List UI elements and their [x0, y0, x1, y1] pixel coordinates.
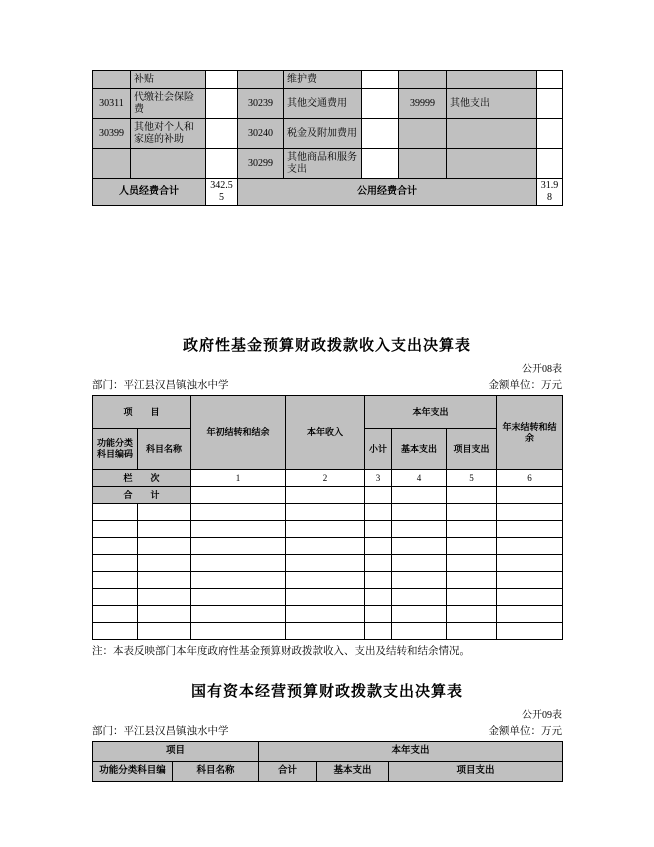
table-row [93, 470, 563, 487]
state-capital-budget-section [92, 683, 562, 782]
table-cell-empty [399, 149, 447, 179]
table09-title: 国有资本经营预算财政拨款支出决算表 [190, 684, 463, 700]
table-cell-empty [365, 572, 392, 589]
table-cell: 其他支出 [447, 89, 537, 119]
table-cell-empty [191, 589, 286, 606]
table-cell-empty [447, 521, 497, 538]
table-cell-empty [286, 538, 365, 555]
table-cell: 1 [191, 470, 286, 487]
table-cell: 5 [447, 470, 497, 487]
table-row [93, 742, 563, 762]
table-cell-empty [365, 623, 392, 640]
table-cell-empty [497, 487, 563, 504]
table-cell-empty [537, 71, 563, 89]
table-row [93, 589, 563, 606]
table-cell-empty [365, 504, 392, 521]
table-cell: 科目名称 [138, 429, 191, 470]
table-cell-empty [392, 589, 447, 606]
table-cell-empty [93, 538, 138, 555]
table-cell-empty [138, 589, 191, 606]
table-row [93, 623, 563, 640]
table-cell-empty [447, 487, 497, 504]
table-cell-empty [497, 555, 563, 572]
table-cell: 科目名称 [173, 762, 259, 782]
table-cell-empty [447, 149, 537, 179]
public-expense-total-value: 31.98 [537, 179, 563, 206]
table-cell: 功能分类科目编码 [93, 429, 138, 470]
table-cell-empty [362, 71, 399, 89]
table-row [93, 606, 563, 623]
table-cell-empty [392, 538, 447, 555]
table-row [93, 396, 563, 429]
table-cell-empty [497, 606, 563, 623]
table-cell: 6 [497, 470, 563, 487]
table08-number: 公开08表 [522, 364, 562, 375]
table-cell-empty [286, 521, 365, 538]
table-cell-empty [447, 606, 497, 623]
table-cell: 年初结转和结余 [191, 396, 286, 470]
table-cell: 2 [286, 470, 365, 487]
table-cell-empty [286, 572, 365, 589]
table-cell-empty [447, 623, 497, 640]
table-cell-empty [497, 572, 563, 589]
table-cell-empty [497, 623, 563, 640]
table-cell-empty [365, 521, 392, 538]
table-cell: 项目支出 [447, 429, 497, 470]
table-cell-empty [537, 119, 563, 149]
table-cell-empty [93, 589, 138, 606]
table-cell-empty [362, 149, 399, 179]
table-cell-empty [447, 589, 497, 606]
table-cell-empty [93, 572, 138, 589]
table-cell: 30399 [93, 119, 131, 149]
gov-fund-budget-section [92, 337, 562, 659]
table-cell: 30311 [93, 89, 131, 119]
table-row [93, 555, 563, 572]
table-cell: 本年支出 [259, 742, 563, 762]
table-cell-empty [93, 71, 131, 89]
table-cell-empty [497, 521, 563, 538]
table08-department: 部门：平江县汉昌镇浊水中学 [92, 380, 229, 391]
table-cell-empty [238, 71, 284, 89]
table-cell: 39999 [399, 89, 447, 119]
table-cell: 基本支出 [392, 429, 447, 470]
table-cell-empty [537, 89, 563, 119]
state-capital-budget-table [92, 741, 563, 782]
table-cell: 栏 次 [93, 470, 191, 487]
table-cell: 30240 [238, 119, 284, 149]
table-cell-empty [206, 89, 238, 119]
table-cell-empty [191, 623, 286, 640]
table-cell-empty [93, 149, 131, 179]
personnel-expense-total-value: 342.55 [206, 179, 238, 206]
table-cell-empty [206, 119, 238, 149]
table-cell: 3 [365, 470, 392, 487]
table-cell-empty [365, 487, 392, 504]
table-row [93, 71, 563, 89]
table08-unit: 金额单位：万元 [488, 380, 562, 391]
table-cell-empty [392, 606, 447, 623]
table-cell: 合计 [259, 762, 317, 782]
table-cell: 30299 [238, 149, 284, 179]
table-cell-empty [131, 149, 206, 179]
table-cell-empty [447, 119, 537, 149]
table-cell: 4 [392, 470, 447, 487]
table09-number: 公开09表 [522, 710, 562, 721]
table-cell: 项目支出 [389, 762, 563, 782]
table-cell-empty [93, 521, 138, 538]
table-cell-empty [191, 606, 286, 623]
table-cell-empty [93, 606, 138, 623]
table-row [93, 487, 563, 504]
expense-detail-continuation-table [92, 70, 563, 206]
table09-meta-row [92, 725, 562, 739]
table-cell-empty [447, 71, 537, 89]
table-row [93, 149, 563, 179]
table-cell-empty [138, 623, 191, 640]
table-cell-empty [447, 538, 497, 555]
table-cell-empty [392, 623, 447, 640]
table-cell-empty [365, 555, 392, 572]
table-cell-empty [362, 89, 399, 119]
table-cell-empty [497, 504, 563, 521]
table-row [93, 572, 563, 589]
table-cell: 补贴 [131, 71, 206, 89]
gov-fund-budget-table [92, 395, 563, 640]
personnel-expense-total-label: 人员经费合计 [93, 179, 206, 206]
table-cell-empty [286, 606, 365, 623]
table-cell: 本年支出 [365, 396, 497, 429]
table-cell-empty [138, 521, 191, 538]
table-cell-empty [392, 504, 447, 521]
table-cell-empty [447, 555, 497, 572]
table-cell-empty [392, 572, 447, 589]
table-cell-empty [286, 623, 365, 640]
table-cell-empty [497, 589, 563, 606]
table08-note: 注：本表反映部门本年度政府性基金预算财政拨款收入、支出及结转和结余情况。 [92, 646, 470, 657]
table-cell: 30239 [238, 89, 284, 119]
table-cell-empty [365, 606, 392, 623]
table-cell: 其他交通费用 [284, 89, 362, 119]
table-cell-empty [138, 555, 191, 572]
table-cell-empty [447, 504, 497, 521]
table-cell-empty [362, 119, 399, 149]
table09-unit: 金额单位：万元 [488, 726, 562, 737]
table-row [93, 179, 563, 206]
table-cell-empty [191, 572, 286, 589]
table-row [93, 521, 563, 538]
table-cell-empty [191, 555, 286, 572]
table-cell-empty [93, 504, 138, 521]
table09-department: 部门：平江县汉昌镇浊水中学 [92, 726, 229, 737]
table-row [93, 762, 563, 782]
table-cell-empty [399, 119, 447, 149]
table-cell: 税金及附加费用 [284, 119, 362, 149]
table-cell: 代缴社会保险费 [131, 89, 206, 119]
table-cell: 年末结转和结余 [497, 396, 563, 470]
table-cell-empty [138, 572, 191, 589]
table-cell-empty [392, 487, 447, 504]
table-row [93, 538, 563, 555]
table-row [93, 504, 563, 521]
table-cell-empty [191, 487, 286, 504]
table-row [93, 119, 563, 149]
table-cell-empty [365, 589, 392, 606]
table-cell-empty [447, 572, 497, 589]
table-cell: 其他对个人和家庭的补助 [131, 119, 206, 149]
public-expense-total-label: 公用经费合计 [238, 179, 537, 206]
table-cell-empty [392, 521, 447, 538]
table-cell-empty [537, 149, 563, 179]
table-cell-empty [392, 555, 447, 572]
table-cell-empty [93, 555, 138, 572]
table-cell-empty [138, 504, 191, 521]
table-cell-empty [138, 606, 191, 623]
table-cell-empty [286, 487, 365, 504]
table-cell: 项 目 [93, 396, 191, 429]
table-cell-empty [206, 71, 238, 89]
table-cell-empty [286, 589, 365, 606]
table-cell-empty [191, 504, 286, 521]
table-cell: 本年收入 [286, 396, 365, 470]
table-cell-empty [365, 538, 392, 555]
table-cell-empty [206, 149, 238, 179]
table-cell-empty [399, 71, 447, 89]
table-cell-empty [138, 538, 191, 555]
table-cell-empty [191, 538, 286, 555]
table-cell: 项目 [93, 742, 259, 762]
table-cell-empty [286, 504, 365, 521]
table08-title: 政府性基金预算财政拨款收入支出决算表 [182, 338, 471, 354]
table-cell: 其他商品和服务支出 [284, 149, 362, 179]
table-cell: 小计 [365, 429, 392, 470]
table-cell-empty [286, 555, 365, 572]
table08-meta-row [92, 379, 562, 393]
table-cell: 维护费 [284, 71, 362, 89]
table-cell-empty [191, 521, 286, 538]
table-cell: 基本支出 [317, 762, 389, 782]
table-cell: 合 计 [93, 487, 191, 504]
table-row [93, 89, 563, 119]
page-content [92, 0, 562, 782]
table-cell-empty [93, 623, 138, 640]
table-cell-empty [497, 538, 563, 555]
table-cell: 功能分类科目编 [93, 762, 173, 782]
